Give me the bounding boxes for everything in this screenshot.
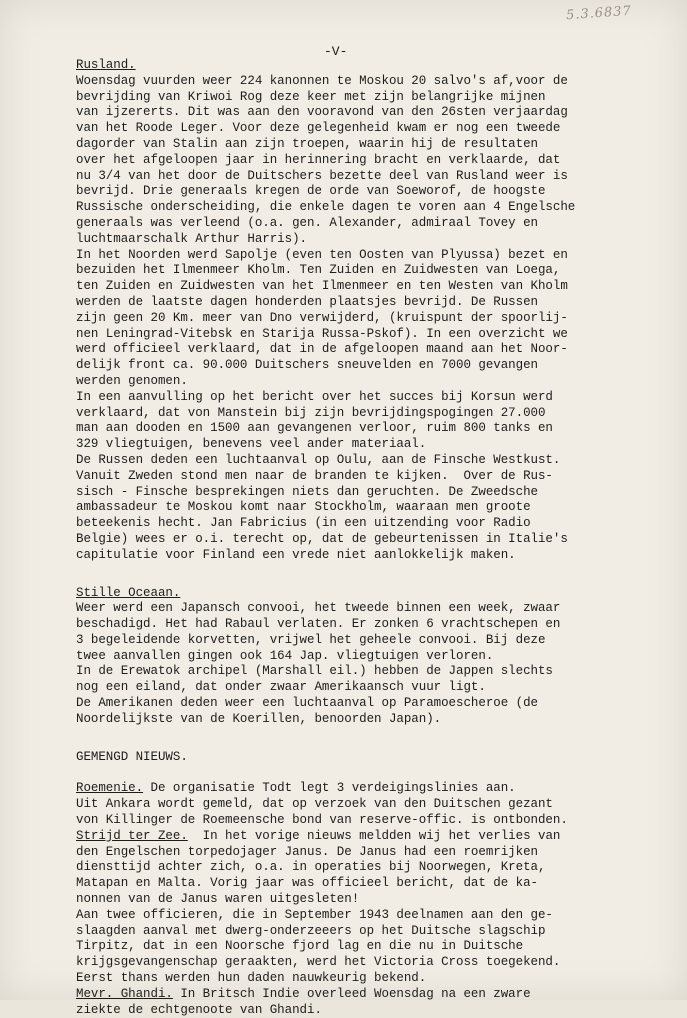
text-line: bevrijding van Kriwoi Rog deze keer met zijn belangrijke mijnen bbox=[76, 89, 546, 104]
text-line: In de Erewatok archipel (Marshall eil.) hebben de Jappen slechts bbox=[76, 664, 553, 679]
news-text-line: ziekte de echtgenoote van Ghandi. bbox=[76, 1002, 322, 1017]
text-line: ten Zuiden en Zuidwesten van het Ilmenmeer en ten Westen van Kholm bbox=[76, 279, 568, 294]
text-line: nu 3/4 van het door de Duitschers bezette deel van Rusland weer is bbox=[76, 168, 568, 183]
section-body-stille-oceaan bbox=[76, 601, 636, 727]
text-line: Vanuit Zweden stond men naar de branden te kijken. Over de Rus- bbox=[76, 468, 553, 483]
text-line: 329 vliegtuigen, benevens veel ander materiaal. bbox=[76, 437, 427, 452]
news-label-roemenie: Roemenie. bbox=[76, 781, 144, 796]
news-item-mevr-ghandi bbox=[76, 987, 636, 1018]
section-body-rusland bbox=[76, 74, 636, 564]
text-line: werden genomen. bbox=[76, 373, 188, 388]
text-line: 3 begeleidende korvetten, vrijwel het geheele convooi. Bij deze bbox=[76, 632, 546, 647]
text-line: Weer werd een Japansch convooi, het tweede binnen een week, zwaar bbox=[76, 601, 561, 616]
document-body bbox=[76, 58, 636, 1018]
text-line: Russische onderscheiding, die enkele dagen te voren aan 4 Engelsche bbox=[76, 200, 576, 215]
page-number: -V- bbox=[324, 44, 348, 59]
news-text-line: den Engelschen torpedojager Janus. De Janus had een roemrijken bbox=[76, 844, 538, 859]
text-line: In een aanvulling op het bericht over het succes bij Korsun werd bbox=[76, 389, 553, 404]
news-text-line: slaagden aanval met dwerg-onderzeeers op het Duitsche slagschip bbox=[76, 923, 546, 938]
text-line: capitulatie voor Finland een vrede niet aanlokkelijk maken. bbox=[76, 547, 516, 562]
news-text-line: nonnen van de Janus waren uitgesleten! bbox=[76, 892, 360, 907]
text-line: nog een eiland, dat onder zwaar Amerikaansch vuur ligt. bbox=[76, 680, 486, 695]
news-text-line: In het vorige nieuws meldden wij het verlies van bbox=[187, 828, 561, 843]
news-label-strijd-ter-zee: Strijd ter Zee. bbox=[76, 828, 188, 843]
text-line: sisch - Finsche besprekingen niets dan geruchten. De Zweedsche bbox=[76, 484, 538, 499]
text-line: Belgie) wees er o.i. terecht op, dat de gebeurtenissen in Italie's bbox=[76, 531, 568, 546]
news-item-strijd-ter-zee bbox=[76, 829, 636, 987]
section-heading-stille-oceaan: Stille Oceaan. bbox=[76, 585, 181, 600]
text-line: delijk front ca. 90.000 Duitschers sneuvelden en 7000 gevangen bbox=[76, 358, 538, 373]
text-line: Noordelijkste van de Koerillen, benoorden Japan). bbox=[76, 711, 442, 726]
text-line: luchtmaarschalk Arthur Harris). bbox=[76, 231, 307, 246]
archive-number-mark: 5.3.6837 bbox=[565, 3, 633, 24]
news-text-line: De organisatie Todt legt 3 verdeigingslinies aan. bbox=[143, 781, 516, 796]
text-line: bevrijd. Drie generaals kregen de orde van Soeworof, de hoogste bbox=[76, 184, 546, 199]
text-line: bezuiden het Ilmenmeer Kholm. Ten Zuiden en Zuidwesten van Loega, bbox=[76, 263, 561, 278]
text-line: De Amerikanen deden weer een luchtaanval op Paramoescheroe (de bbox=[76, 696, 538, 711]
text-line: generaals was verleend (o.a. gen. Alexander, admiraal Tovey en bbox=[76, 215, 538, 230]
text-line: man aan dooden en 1500 aan gevangenen verloor, ruim 800 tanks en bbox=[76, 421, 553, 436]
text-line: van ijzererts. Dit was aan den vooravond van den 26sten verjaardag bbox=[76, 105, 568, 120]
news-text-line: In Britsch Indie overleed Woensdag na een zware bbox=[172, 986, 531, 1001]
text-line: zijn geen 20 Km. meer van Dno verwijderd, (kruispunt der spoorlij- bbox=[76, 310, 568, 325]
text-line: Woensdag vuurden weer 224 kanonnen te Moskou 20 salvo's af,voor de bbox=[76, 73, 568, 88]
text-line: nen Leningrad-Vitebsk en Starija Russa-Pskof). In een overzicht we bbox=[76, 326, 568, 341]
news-text-line: von Killinger de Roemeensche bond van reserve-offic. is ontbonden. bbox=[76, 813, 568, 828]
text-line: twee aanvallen gingen ook 164 Jap. vliegtuigen verloren. bbox=[76, 648, 494, 663]
news-item-roemenie bbox=[76, 781, 636, 828]
section-heading-rusland: Rusland. bbox=[76, 58, 136, 72]
text-line: De Russen deden een luchtaanval op Oulu, aan de Finsche Westkust. bbox=[76, 452, 561, 467]
text-line: werd officieel verklaard, dat in de afgeloopen maand aan het Noor- bbox=[76, 342, 568, 357]
text-line: ambassadeur te Moskou komt naar Stockholm, waaraan men groote bbox=[76, 500, 531, 515]
text-line: beteekenis hecht. Jan Fabricius (in een uitzending voor Radio bbox=[76, 516, 531, 531]
text-line: van het Roode Leger. Voor deze gelegenheid kwam er nog een tweede bbox=[76, 121, 561, 136]
news-text-line: Tirpitz, dat in een Noorsche fjord lag en die nu in Duitsche bbox=[76, 939, 524, 954]
news-text-line: Matapan en Malta. Vorig jaar was officieel bericht, dat de ka- bbox=[76, 876, 538, 891]
news-text-line: Aan twee officieren, die in September 1943 deelnamen aan den ge- bbox=[76, 907, 553, 922]
news-text-line: Eerst thans werden hun daden nauwkeurig bekend. bbox=[76, 971, 427, 986]
text-line: verklaard, dat von Manstein bij zijn bevrijdingspogingen 27.000 bbox=[76, 405, 546, 420]
text-line: over het afgeloopen jaar in herinnering bracht en verklaarde, dat bbox=[76, 152, 561, 167]
text-line: In het Noorden werd Sapolje (even ten Oosten van Plyussa) bezet en bbox=[76, 247, 568, 262]
news-text-line: Uit Ankara wordt gemeld, dat op verzoek van den Duitschen gezant bbox=[76, 797, 553, 812]
text-line: werden de laatste dagen honderden plaatsjes bevrijd. De Russen bbox=[76, 294, 538, 309]
text-line: dagorder van Stalin aan zijn troepen, waarin hij de resultaten bbox=[76, 136, 538, 151]
news-text-line: diensttijd achter zich, o.a. in operaties bij Noorwegen, Kreta, bbox=[76, 860, 546, 875]
section-heading-gemengd-nieuws: GEMENGD NIEUWS. bbox=[76, 749, 188, 764]
news-text-line: krijgsgevangenschap geraakten, werd het Victoria Cross toegekend. bbox=[76, 955, 561, 970]
text-line: beschadigd. Het had Rabaul verlaten. Er zonken 6 vrachtschepen en bbox=[76, 617, 561, 632]
news-label-mevr-ghandi: Mevr. Ghandi. bbox=[76, 986, 173, 1001]
